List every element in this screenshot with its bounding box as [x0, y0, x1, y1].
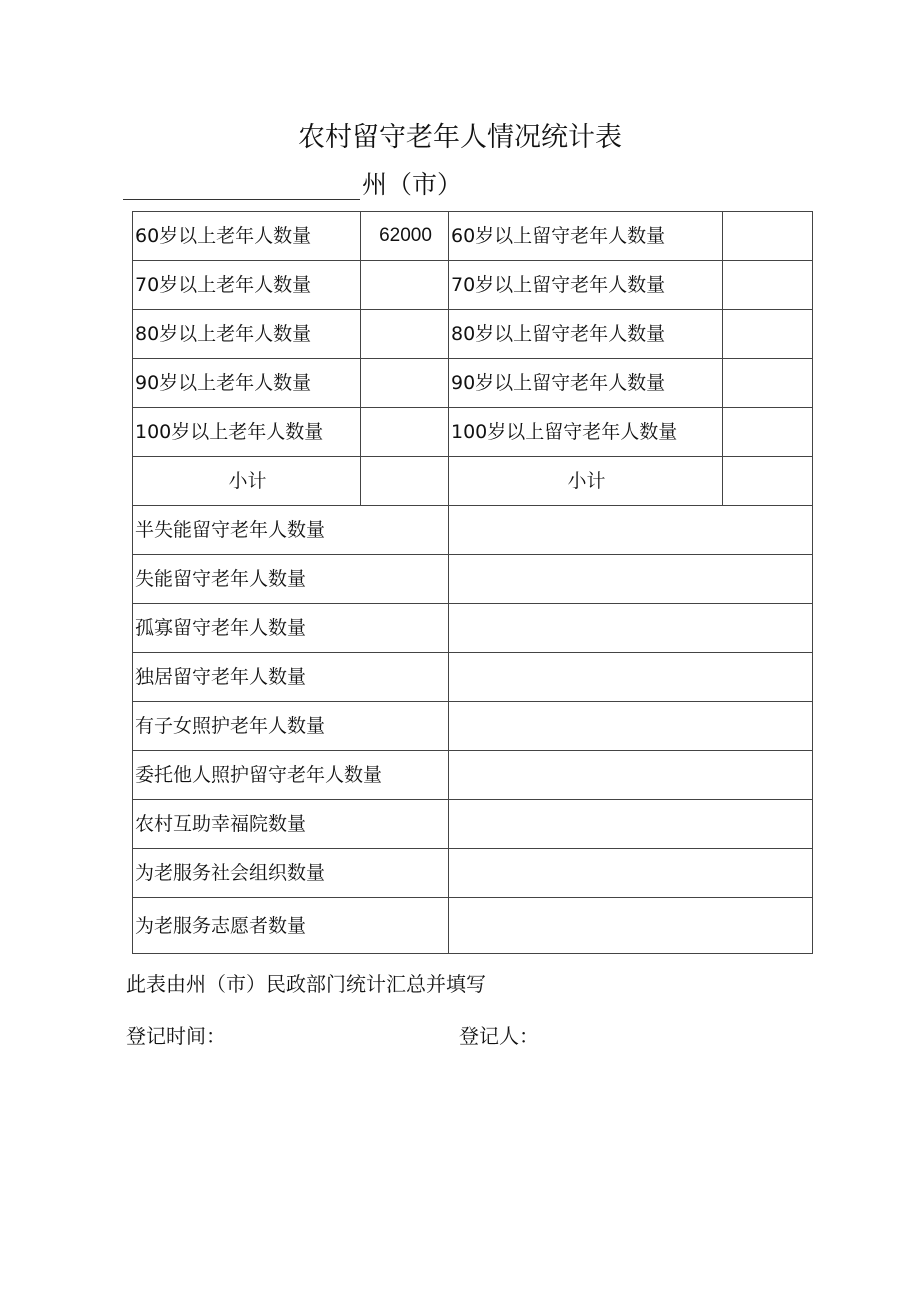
prefecture-label: 州（市） — [362, 170, 463, 199]
age-value-cell[interactable]: 62000 — [361, 212, 449, 261]
age-label-cell: 60岁以上老年人数量 — [133, 212, 361, 261]
table-row — [133, 604, 813, 653]
left-behind-value-cell[interactable] — [723, 261, 813, 310]
detail-label-cell: 有子女照护老年人数量 — [133, 702, 449, 751]
left-behind-label-cell: 90岁以上留守老年人数量 — [449, 359, 723, 408]
table-row — [133, 359, 813, 408]
age-value-cell[interactable] — [361, 359, 449, 408]
registrant-label: 登记人： — [459, 1024, 539, 1048]
statistics-table — [132, 211, 813, 954]
prefecture-line — [123, 168, 462, 200]
registration-time-label: 登记时间： — [126, 1024, 226, 1048]
left-behind-value-cell[interactable] — [723, 212, 813, 261]
left-behind-value-cell[interactable] — [723, 359, 813, 408]
prefecture-blank[interactable] — [123, 175, 360, 200]
detail-label-cell: 为老服务志愿者数量 — [133, 898, 449, 954]
detail-label-cell: 孤寡留守老年人数量 — [133, 604, 449, 653]
table-row — [133, 408, 813, 457]
age-value-cell[interactable] — [361, 310, 449, 359]
detail-label-cell: 独居留守老年人数量 — [133, 653, 449, 702]
age-label-cell: 100岁以上老年人数量 — [133, 408, 361, 457]
table-row — [133, 751, 813, 800]
detail-label-cell: 农村互助幸福院数量 — [133, 800, 449, 849]
left-behind-label-cell: 100岁以上留守老年人数量 — [449, 408, 723, 457]
age-label-cell: 90岁以上老年人数量 — [133, 359, 361, 408]
detail-value-cell[interactable] — [449, 702, 813, 751]
age-value-cell[interactable] — [361, 261, 449, 310]
detail-value-cell[interactable] — [449, 555, 813, 604]
age-label-cell: 70岁以上老年人数量 — [133, 261, 361, 310]
detail-value-cell[interactable] — [449, 898, 813, 954]
table-row — [133, 506, 813, 555]
detail-value-cell[interactable] — [449, 506, 813, 555]
left-behind-label-cell: 70岁以上留守老年人数量 — [449, 261, 723, 310]
detail-value-cell[interactable] — [449, 604, 813, 653]
table-row — [133, 702, 813, 751]
detail-value-cell[interactable] — [449, 751, 813, 800]
detail-value-cell[interactable] — [449, 849, 813, 898]
detail-label-cell: 为老服务社会组织数量 — [133, 849, 449, 898]
detail-label-cell: 委托他人照护留守老年人数量 — [133, 751, 449, 800]
table-row — [133, 800, 813, 849]
detail-value-cell[interactable] — [449, 800, 813, 849]
left-behind-label-cell: 60岁以上留守老年人数量 — [449, 212, 723, 261]
table-row — [133, 212, 813, 261]
table-row — [133, 653, 813, 702]
subtotal-label-left: 小计 — [133, 457, 361, 506]
detail-label-cell: 失能留守老年人数量 — [133, 555, 449, 604]
footer-note: 此表由州（市）民政部门统计汇总并填写 — [126, 972, 486, 996]
table-row — [133, 898, 813, 954]
age-value-cell[interactable] — [361, 408, 449, 457]
left-behind-label-cell: 80岁以上留守老年人数量 — [449, 310, 723, 359]
left-behind-value-cell[interactable] — [723, 408, 813, 457]
subtotal-value-left[interactable] — [361, 457, 449, 506]
age-label-cell: 80岁以上老年人数量 — [133, 310, 361, 359]
table-row — [133, 555, 813, 604]
detail-label-cell: 半失能留守老年人数量 — [133, 506, 449, 555]
form-title: 农村留守老年人情况统计表 — [298, 122, 622, 153]
detail-value-cell[interactable] — [449, 653, 813, 702]
left-behind-value-cell[interactable] — [723, 310, 813, 359]
subtotal-label-right: 小计 — [449, 457, 723, 506]
table-row — [133, 310, 813, 359]
table-row — [133, 261, 813, 310]
table-row — [133, 849, 813, 898]
subtotal-row — [133, 457, 813, 506]
subtotal-value-right[interactable] — [723, 457, 813, 506]
